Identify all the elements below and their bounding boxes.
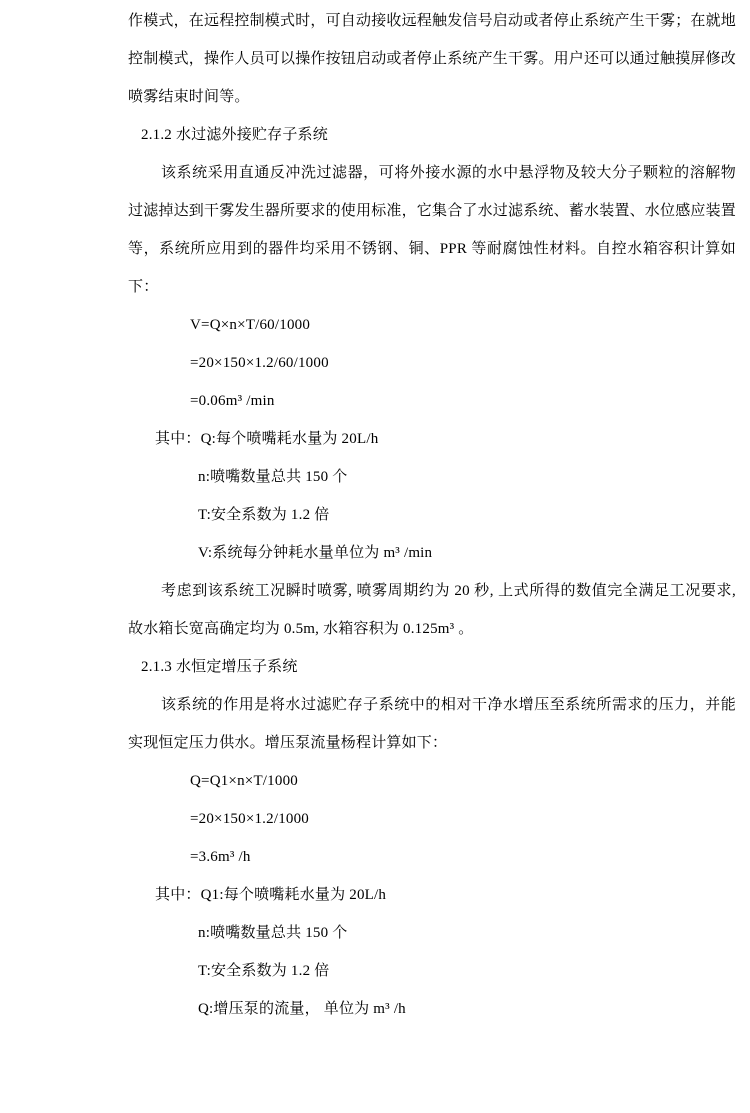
formula-flow-result: =3.6m³ /h xyxy=(190,849,251,865)
formula-volume-result: =0.06m³ /min xyxy=(190,393,275,409)
paragraph-filter-system: 该系统采用直通反冲洗过滤器，可将外接水源的水中悬浮物及较大分子颗粒的溶解物过滤掉达到干雾发生器所要求的使用标准，它集合了水过滤系统、蓄水装置、水位感应装置等，系统所应用到的器件均采用不锈钢、铜、PPR 等耐腐蚀性材料。自控水箱容积计算如下： xyxy=(128,165,737,295)
paragraph-tank-size: 考虑到该系统工况瞬时喷雾, 喷雾周期约为 20 秒, 上式所得的数值完全满足工况要求, 故水箱长宽高确定均为 0.5m, 水箱容积为 0.125m³ 。 xyxy=(128,583,736,637)
paragraph-pressure-system: 该系统的作用是将水过滤贮存子系统中的相对干净水增压至系统所需求的压力，并能实现恒定压力供水。增压泵流量杨程计算如下： xyxy=(128,697,736,751)
definition-line-n2: n:喷嘴数量总共 150 个 xyxy=(198,925,348,941)
definition-line-t2: T:安全系数为 1.2 倍 xyxy=(198,963,330,979)
definition-text: Q:每个喷嘴耗水量为 20L/h xyxy=(200,431,379,447)
formula-volume: V=Q×n×T/60/1000 xyxy=(190,317,311,333)
definition-text: Q1:每个喷嘴耗水量为 20L/h xyxy=(200,887,387,903)
definition-line-t: T:安全系数为 1.2 倍 xyxy=(198,507,330,523)
formula-flow-values: =20×150×1.2/1000 xyxy=(190,811,309,827)
definition-label: 其中： xyxy=(155,887,201,903)
section-heading-2-1-2: 2.1.2 水过滤外接贮存子系统 xyxy=(141,127,328,143)
definition-label: 其中： xyxy=(155,431,201,447)
formula-flow: Q=Q1×n×T/1000 xyxy=(190,773,298,789)
formula-volume-values: =20×150×1.2/60/1000 xyxy=(190,355,329,371)
section-heading-2-1-3: 2.1.3 水恒定增压子系统 xyxy=(141,659,298,675)
definition-line-n: n:喷嘴数量总共 150 个 xyxy=(198,469,348,485)
definition-line-q-pump: Q:增压泵的流量， 单位为 m³ /h xyxy=(198,1001,406,1017)
paragraph-operation-modes: 作模式，在远程控制模式时，可自动接收远程触发信号启动或者停止系统产生干雾；在就地控制模式，操作人员可以操作按钮启动或者停止系统产生干雾。用户还可以通过触摸屏修改喷雾结束时间等。 xyxy=(128,13,737,105)
definition-line-v: V:系统每分钟耗水量单位为 m³ /min xyxy=(198,545,433,561)
definition-line-q xyxy=(128,420,736,458)
definition-line-q1 xyxy=(128,876,736,914)
